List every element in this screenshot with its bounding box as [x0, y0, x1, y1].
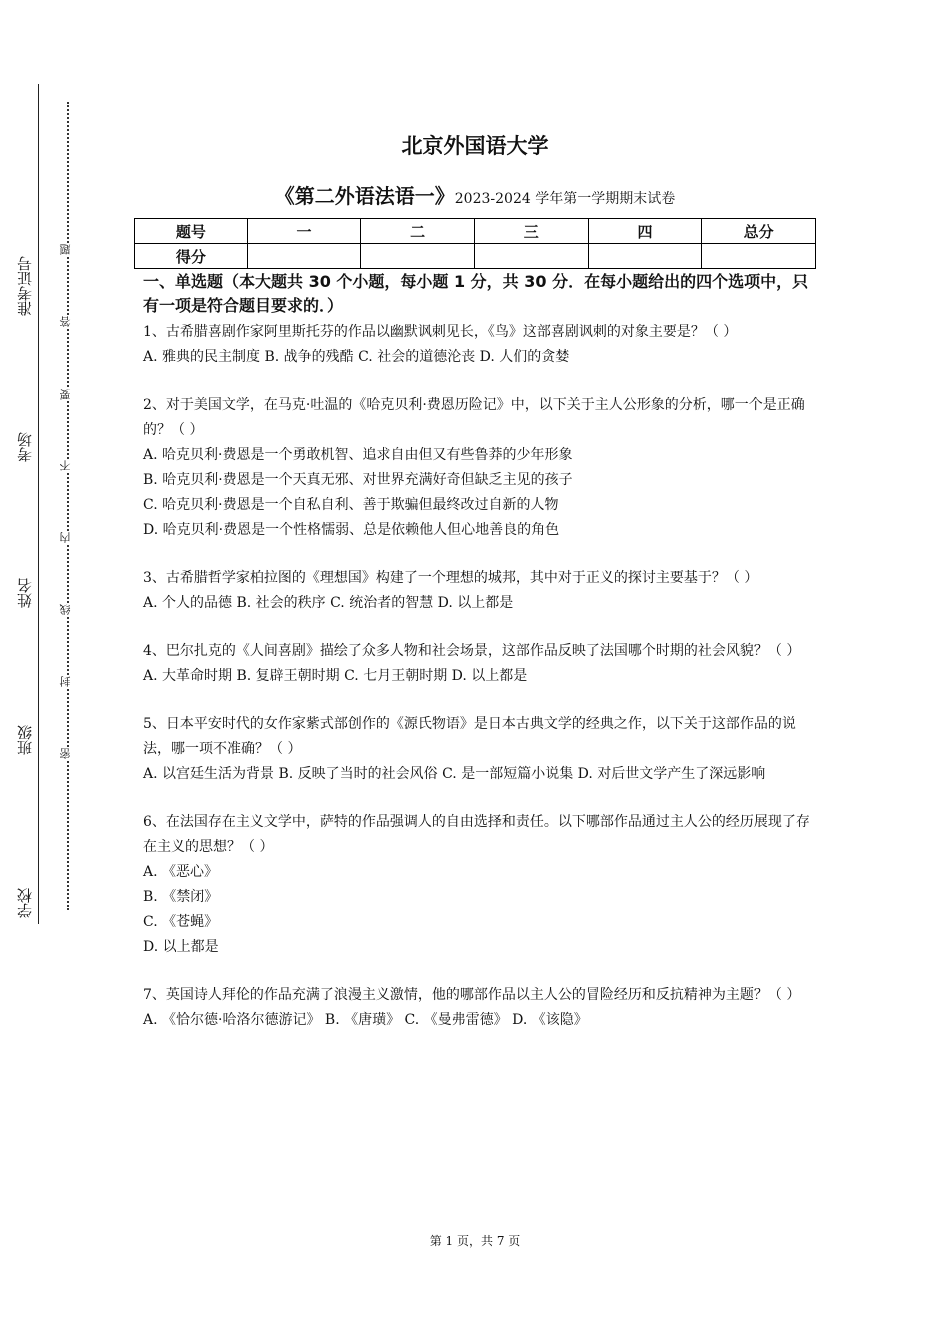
score-cell-3 — [474, 244, 588, 269]
field-label-name: 姓名 — [16, 578, 34, 608]
course-name: 《第二外语法语一》 — [274, 184, 455, 208]
question-options: A. 以宫廷生活为背景 B. 反映了当时的社会风俗 C. 是一部短篇小说集 D. 对后世文学产生了深远影响 — [143, 766, 766, 782]
question-stem: 3、古希腊哲学家柏拉图的《理想国》构建了一个理想的城邦，其中对于正义的探讨主要基于？（ ） — [143, 570, 759, 586]
score-header-cell: 总分 — [702, 219, 816, 244]
score-header-cell: 三 — [474, 219, 588, 244]
question-stem: 6、在法国存在主义文学中，萨特的作品强调人的自由选择和责任。以下哪部作品通过主人公的经历展现了存在主义的思想？（ ） — [143, 814, 810, 855]
binding-solid-line — [38, 84, 39, 924]
score-header-cell: 二 — [361, 219, 475, 244]
question-options: A. 《恰尔德·哈洛尔德游记》 B. 《唐璜》 C. 《曼弗雷德》 D. 《该隐》 — [143, 1012, 588, 1028]
seal-char: 要 — [59, 389, 72, 400]
score-header-cell: 题号 — [135, 219, 248, 244]
field-label-exam-number: 准考证号 — [16, 256, 34, 316]
page-number: 第 1 页，共 7 页 — [429, 1234, 521, 1248]
question-stem: 5、日本平安时代的女作家紫式部创作的《源氏物语》是日本古典文学的经典之作，以下关于这部作品的说法，哪一项不准确？（ ） — [143, 716, 796, 757]
field-label-exam-room: 考场 — [16, 432, 34, 462]
score-cell-2 — [361, 244, 475, 269]
seal-char: 不 — [59, 460, 72, 471]
field-label-class: 班级 — [16, 725, 34, 755]
score-cell-total — [702, 244, 816, 269]
seal-char: 封 — [59, 676, 72, 687]
question-stem: 4、巴尔扎克的《人间喜剧》描绘了众多人物和社会场景，这部作品反映了法国哪个时期的社会风貌？（ ） — [143, 643, 801, 659]
exam-subtitle — [0, 180, 950, 209]
binding-dotted-line — [67, 102, 69, 910]
score-header-cell: 一 — [247, 219, 361, 244]
score-cell-4 — [588, 244, 702, 269]
question-option: A. 《恶心》 — [143, 864, 219, 880]
question-option: D. 以上都是 — [143, 939, 219, 955]
seal-char: 线 — [59, 604, 72, 615]
question-stem: 2、对于美国文学，在马克·吐温的《哈克贝利·费恩历险记》中，以下关于主人公形象的分析，哪一个是正确的？（ ） — [143, 397, 805, 438]
score-row-label: 得分 — [135, 244, 248, 269]
score-table-header-row — [135, 219, 816, 244]
score-table — [134, 218, 816, 269]
question-option: A. 哈克贝利·费恩是一个勇敢机智、追求自由但又有些鲁莽的少年形象 — [143, 447, 573, 463]
seal-char: 内 — [59, 532, 72, 543]
seal-char: 答 — [59, 316, 72, 327]
term-text: 2023-2024 学年第一学期期末试卷 — [454, 191, 676, 207]
question-6 — [143, 810, 818, 960]
section-heading: 一、单选题（本大题共 30 个小题，每小题 1 分，共 30 分．在每小题给出的四个选项中，只有一项是符合题目要求的．） — [143, 272, 809, 315]
question-options: A. 个人的品德 B. 社会的秩序 C. 统治者的智慧 D. 以上都是 — [143, 595, 514, 611]
question-options: A. 雅典的民主制度 B. 战争的残酷 C. 社会的道德沦丧 D. 人们的贪婪 — [143, 349, 570, 365]
question-option: B. 《禁闭》 — [143, 889, 219, 905]
seal-char: 密 — [59, 748, 72, 759]
question-option: D. 哈克贝利·费恩是一个性格懦弱、总是依赖他人但心地善良的角色 — [143, 522, 560, 538]
question-2 — [143, 393, 818, 543]
question-stem: 1、古希腊喜剧作家阿里斯托芬的作品以幽默讽刺见长，《鸟》这部喜剧讽刺的对象主要是？（ ） — [143, 324, 738, 340]
question-option: C. 哈克贝利·费恩是一个自私自利、善于欺骗但最终改过自新的人物 — [143, 497, 559, 513]
question-option: B. 哈克贝利·费恩是一个天真无邪、对世界充满好奇但缺乏主见的孩子 — [143, 472, 573, 488]
score-header-cell: 四 — [588, 219, 702, 244]
question-7 — [143, 983, 818, 1033]
question-1 — [143, 320, 818, 370]
question-3 — [143, 566, 818, 616]
score-table-score-row — [135, 244, 816, 269]
question-option: C. 《苍蝇》 — [143, 914, 219, 930]
question-list — [143, 320, 818, 1056]
question-options: A. 大革命时期 B. 复辟王朝时期 C. 七月王朝时期 D. 以上都是 — [143, 668, 528, 684]
page-title: 北京外国语大学 — [401, 134, 549, 158]
question-stem: 7、英国诗人拜伦的作品充满了浪漫主义激情，他的哪部作品以主人公的冒险经历和反抗精神为主题？（ ） — [143, 987, 801, 1003]
seal-char: 题 — [59, 244, 72, 255]
question-5 — [143, 712, 818, 787]
score-cell-1 — [247, 244, 361, 269]
question-4 — [143, 639, 818, 689]
field-label-school: 学校 — [16, 888, 34, 918]
